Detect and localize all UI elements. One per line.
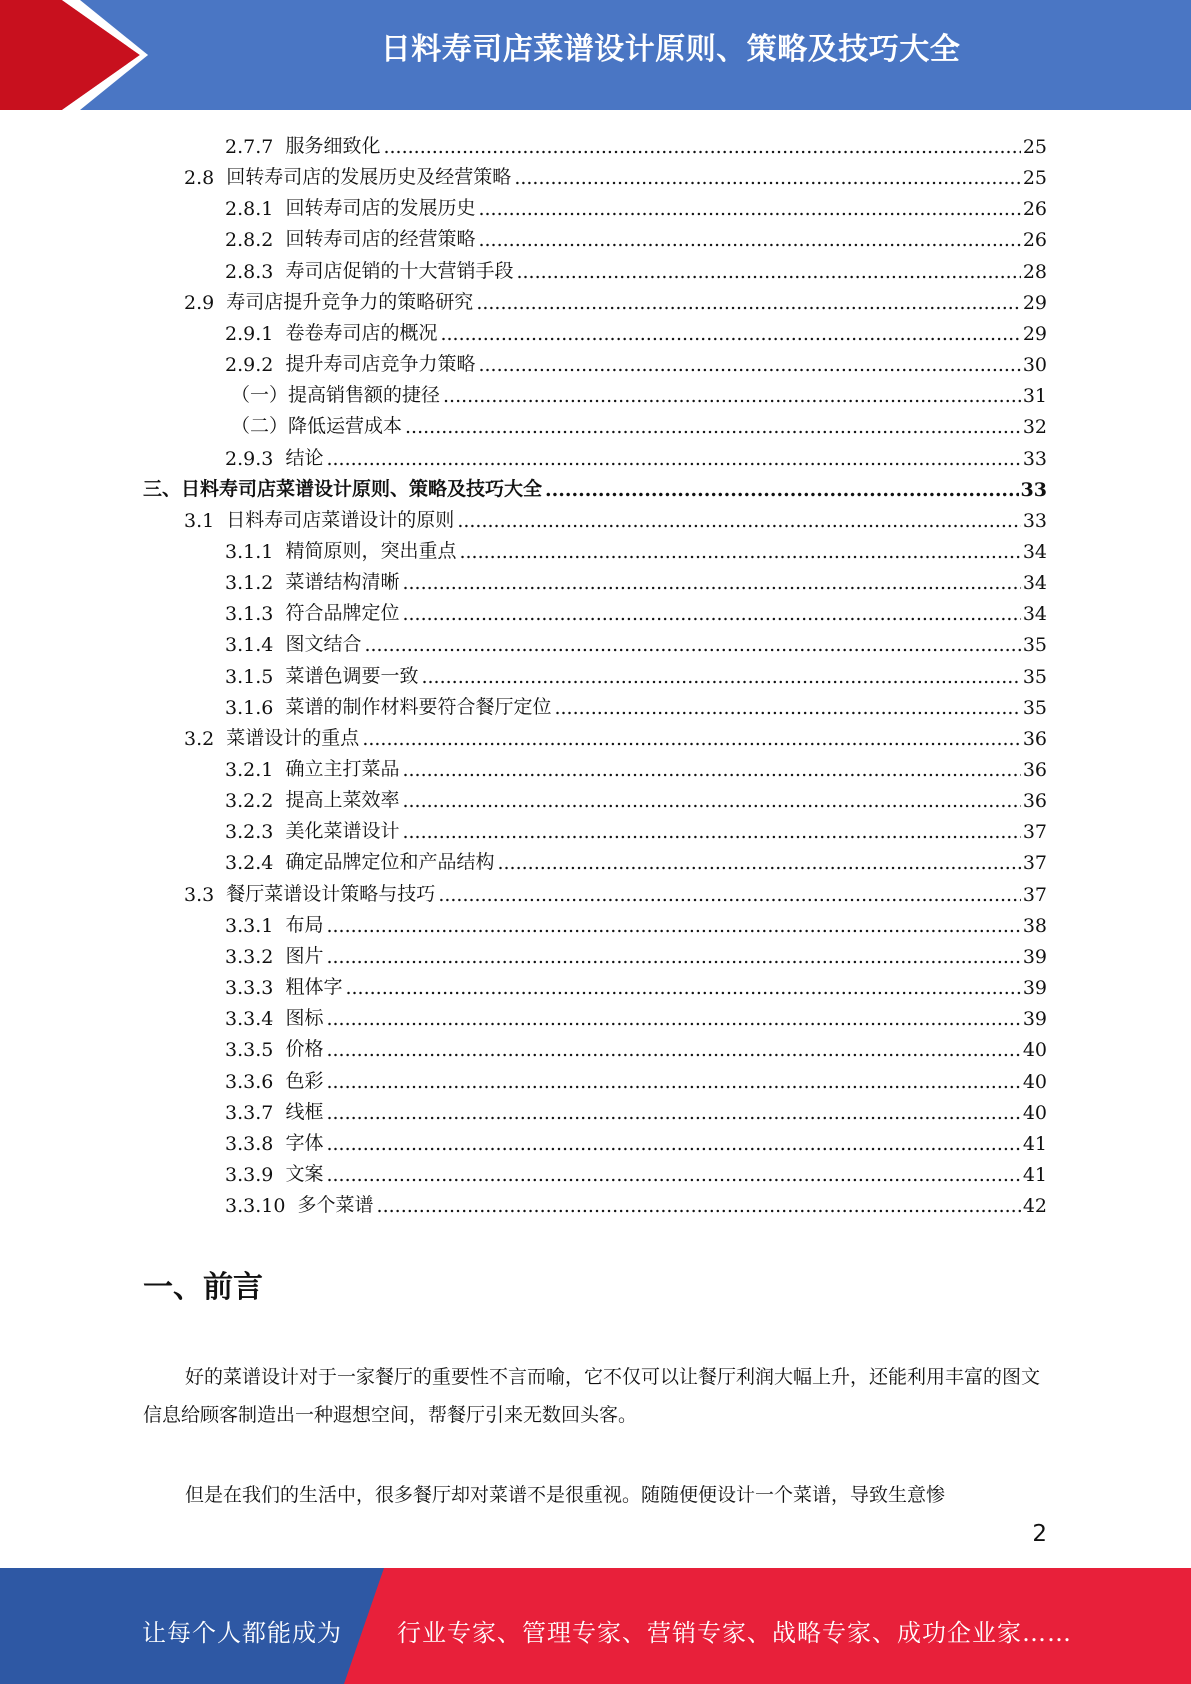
toc-entry-page: 40	[1022, 1039, 1047, 1062]
toc-entry[interactable]	[225, 906, 1047, 937]
toc-entry-title: 图文结合	[285, 633, 362, 656]
footer-slogan-right: 行业专家、管理专家、营销专家、战略专家、成功企业家……	[397, 1619, 1072, 1647]
toc-entry-number: 3.1.4	[225, 634, 286, 657]
toc-entry-page: 35	[1022, 665, 1047, 688]
toc-entry[interactable]	[225, 594, 1047, 625]
toc-dot-leader	[326, 1008, 1020, 1030]
toc-entry-title: 菜谱结构清晰	[285, 571, 400, 594]
toc-entry-title: 文案	[285, 1162, 324, 1185]
toc-entry-title: 色彩	[285, 1069, 324, 1092]
toc-dot-leader	[377, 1195, 1021, 1217]
toc-dot-leader	[440, 323, 1020, 345]
toc-entry[interactable]	[225, 688, 1047, 719]
toc-entry-page: 33	[1020, 478, 1047, 501]
toc-entry-title: 图标	[285, 1007, 324, 1030]
toc-entry-page: 40	[1022, 1070, 1047, 1093]
toc-entry-number: 3.1.1	[225, 540, 286, 563]
toc-entry-page: 25	[1022, 136, 1047, 158]
toc-entry-title: 确立主打菜品	[285, 758, 400, 780]
toc-dot-leader	[459, 541, 1020, 563]
page-header	[0, 0, 1191, 110]
toc-entry-title: 提升寿司店竞争力策略	[285, 353, 476, 376]
toc-entry-number: 2.9.1	[225, 322, 286, 345]
toc-dot-leader	[514, 167, 1021, 189]
toc-dot-leader	[326, 915, 1020, 937]
toc-entry-page: 35	[1022, 696, 1047, 719]
toc-dot-leader	[326, 1039, 1020, 1061]
toc-dot-leader	[545, 479, 1019, 501]
toc-dot-leader	[443, 385, 1021, 407]
toc-entry-title: 多个菜谱	[297, 1194, 374, 1217]
toc-entry-number: 3.1.3	[225, 603, 286, 626]
toc-dot-leader	[326, 1102, 1020, 1124]
toc-dot-leader	[478, 354, 1020, 376]
toc-entry-title: 日料寿司店菜谱设计的原则	[226, 508, 455, 531]
toc-entry-page: 33	[1022, 447, 1047, 470]
toc-entry-title: 菜谱设计的重点	[226, 726, 360, 749]
toc-dot-leader	[362, 728, 1021, 750]
toc-entry-number: 3.1.2	[225, 572, 286, 595]
toc-entry-page: 37	[1022, 821, 1047, 844]
toc-entry-number: 3.3.4	[225, 1008, 286, 1031]
section-heading: 一、前言	[143, 1270, 263, 1305]
toc-entry-title: 提高上菜效率	[285, 789, 400, 812]
toc-entry-number: 3.1.6	[225, 696, 286, 719]
toc-entry-page: 33	[1022, 509, 1047, 532]
toc-dot-leader	[326, 946, 1020, 968]
toc-entry[interactable]	[225, 1186, 1047, 1217]
toc-entry[interactable]	[225, 750, 1047, 781]
toc-dot-leader	[478, 229, 1020, 251]
toc-entry-number: 3.1	[184, 509, 227, 532]
toc-entry-number: 2.8.3	[225, 260, 286, 283]
toc-entry-number: 3.3.10	[225, 1195, 298, 1218]
toc-entry-title: 寿司店促销的十大营销手段	[285, 259, 514, 282]
toc-entry-title: 美化菜谱设计	[285, 820, 400, 843]
toc-entry[interactable]	[225, 252, 1047, 283]
toc-entry-number: 3.3.8	[225, 1132, 286, 1155]
toc-entry[interactable]	[225, 1030, 1047, 1061]
toc-entry[interactable]	[225, 563, 1047, 594]
toc-entry-title: 服务细致化	[285, 135, 381, 157]
toc-dot-leader	[326, 1071, 1020, 1093]
toc-entry-title: 菜谱的制作材料要符合餐厅定位	[285, 695, 552, 718]
toc-entry-title: 回转寿司店的经营策略	[285, 228, 476, 251]
toc-dot-leader	[402, 572, 1020, 594]
toc-entry-number: 3.3.5	[225, 1039, 286, 1062]
toc-dot-leader	[405, 416, 1021, 438]
page-footer	[0, 1568, 1191, 1684]
toc-entry[interactable]	[225, 968, 1047, 999]
toc-entry-page: 29	[1022, 322, 1047, 345]
toc-entry-title: 图片	[285, 944, 324, 967]
toc-dot-leader	[383, 136, 1020, 158]
toc-entry-page: 26	[1022, 229, 1047, 252]
toc-entry[interactable]	[225, 843, 1047, 874]
toc-dot-leader	[326, 1133, 1020, 1155]
paragraph: 好的菜谱设计对于一家餐厅的重要性不言而喻，它不仅可以让餐厅利润大幅上升，还能利用丰富的图文信息给顾客制造出一种遐想空间，帮餐厅引来无数回头客。	[143, 1366, 1041, 1426]
toc-entry[interactable]	[184, 283, 1047, 314]
toc-entry-number: 3.3.6	[225, 1070, 286, 1093]
toc-entry-title: 菜谱色调要一致	[285, 664, 419, 687]
toc-entry-number: 2.7.7	[225, 136, 286, 158]
toc-entry-number: 3.2.3	[225, 821, 286, 844]
toc-entry-page: 36	[1022, 727, 1047, 750]
toc-entry-page: 28	[1022, 260, 1047, 283]
toc-entry[interactable]	[225, 657, 1047, 688]
toc-entry-title: 结论	[285, 446, 324, 469]
toc-entry-number: 3.3.1	[225, 914, 286, 937]
toc-entry-title: 寿司店提升竞争力的策略研究	[226, 290, 474, 313]
toc-entry-title: 回转寿司店的发展历史及经营策略	[226, 166, 512, 189]
toc-entry-title: 粗体字	[285, 976, 343, 999]
toc-entry[interactable]	[184, 501, 1047, 532]
toc-dot-leader	[478, 198, 1020, 220]
toc-dot-leader	[421, 666, 1020, 688]
toc-entry-number: 3.3.3	[225, 977, 286, 1000]
toc-entry-page: 35	[1022, 634, 1047, 657]
toc-entry-title: 符合品牌定位	[285, 602, 400, 625]
toc-entry-title: 价格	[285, 1038, 324, 1061]
toc-dot-leader	[326, 448, 1020, 470]
toc-entry-number: 3.2.2	[225, 790, 286, 813]
toc-dot-leader	[326, 1164, 1020, 1186]
toc-entry[interactable]	[225, 127, 1047, 158]
footer-slogan-left: 让每个人都能成为	[142, 1619, 342, 1647]
toc-entry[interactable]	[225, 532, 1047, 563]
toc-entry-number: 2.8.2	[225, 229, 286, 252]
toc-dot-leader	[402, 821, 1020, 843]
toc-entry-title: 卷卷寿司店的概况	[285, 321, 438, 344]
toc-entry-number: 3.3.7	[225, 1101, 286, 1124]
toc-entry-number: 2.9.2	[225, 354, 286, 377]
toc-entry-page: 34	[1022, 572, 1047, 595]
toc-entry-number: 2.8	[184, 167, 227, 190]
toc-dot-leader	[476, 292, 1021, 314]
toc-entry-page: 25	[1022, 167, 1047, 190]
toc-dot-leader	[402, 603, 1020, 625]
toc-entry-title: 确定品牌定位和产品结构	[285, 851, 495, 874]
toc-entry-number: 3.2	[184, 727, 227, 750]
toc-entry-page: 32	[1022, 416, 1047, 439]
toc-dot-leader	[402, 790, 1020, 812]
toc-entry[interactable]	[225, 439, 1047, 470]
toc-entry-page: 41	[1022, 1163, 1047, 1186]
toc-entry-title: 餐厅菜谱设计策略与技巧	[226, 882, 436, 905]
toc-dot-leader	[497, 852, 1020, 874]
toc-entry-page: 39	[1022, 945, 1047, 968]
toc-entry-title: （一）提高销售额的捷径	[231, 384, 441, 407]
page-number: 2	[1032, 1521, 1047, 1547]
toc-entry[interactable]	[225, 937, 1047, 968]
toc-dot-leader	[554, 697, 1020, 719]
toc-entry-page: 40	[1022, 1101, 1047, 1124]
toc-dot-leader	[345, 977, 1020, 999]
toc-entry[interactable]	[231, 376, 1047, 407]
toc-entry-title: 字体	[285, 1131, 324, 1154]
toc-entry-page: 42	[1022, 1195, 1047, 1218]
toc-entry[interactable]	[225, 999, 1047, 1030]
toc-entry[interactable]	[225, 314, 1047, 345]
toc-entry-page: 38	[1022, 914, 1047, 937]
toc-dot-leader	[516, 261, 1020, 283]
toc-entry-page: 26	[1022, 198, 1047, 221]
toc-entry-page: 30	[1022, 354, 1047, 377]
toc-entry[interactable]	[143, 470, 1047, 501]
toc-dot-leader	[438, 884, 1021, 906]
toc-entry-number: 3.3	[184, 883, 227, 906]
toc-entry-page: 37	[1022, 852, 1047, 875]
toc-dot-leader	[457, 510, 1021, 532]
toc-entry-number: 2.9	[184, 291, 227, 314]
toc-entry-title: （二）降低运营成本	[231, 415, 403, 438]
toc-entry-title: 精简原则，突出重点	[285, 539, 457, 562]
toc-entry[interactable]	[184, 158, 1047, 189]
toc-entry-title: 线框	[285, 1100, 324, 1123]
toc-entry-number: 2.9.3	[225, 447, 286, 470]
toc-dot-leader	[402, 759, 1020, 781]
toc-entry[interactable]	[225, 1062, 1047, 1093]
toc-entry-page: 36	[1022, 790, 1047, 813]
toc-entry[interactable]	[231, 407, 1047, 438]
document-title: 日料寿司店菜谱设计原则、策略及技巧大全	[380, 32, 961, 67]
toc-entry[interactable]	[225, 345, 1047, 376]
toc-entry-number: 3.3.9	[225, 1163, 286, 1186]
toc-entry-title: 回转寿司店的发展历史	[285, 197, 476, 220]
toc-entry-number: 2.8.1	[225, 198, 286, 221]
paragraph: 但是在我们的生活中，很多餐厅却对菜谱不是很重视。随随便便设计一个菜谱，导致生意惨	[185, 1484, 946, 1506]
toc-entry-page: 31	[1022, 385, 1047, 408]
toc-entry-number: 3.1.5	[225, 665, 286, 688]
toc-entry-title: 布局	[285, 913, 324, 936]
toc-entry-number: 3.2.1	[225, 759, 286, 781]
toc-entry-title: 三、日料寿司店菜谱设计原则、策略及技巧大全	[143, 477, 543, 500]
toc-entry[interactable]	[225, 1124, 1047, 1155]
toc-dot-leader	[364, 634, 1020, 656]
toc-entry[interactable]	[225, 625, 1047, 656]
toc-entry-number: 3.3.2	[225, 945, 286, 968]
toc-entry-page: 29	[1022, 291, 1047, 314]
toc-entry-page: 39	[1022, 1008, 1047, 1031]
toc-entry[interactable]	[225, 1155, 1047, 1186]
toc-entry[interactable]	[225, 189, 1047, 220]
toc-entry-page: 41	[1022, 1132, 1047, 1155]
toc-entry-page: 37	[1022, 883, 1047, 906]
toc-entry-page: 36	[1022, 759, 1047, 781]
toc-entry-page: 34	[1022, 540, 1047, 563]
toc-entry-page: 34	[1022, 603, 1047, 626]
toc-entry-number: 3.2.4	[225, 852, 286, 875]
toc-entry[interactable]	[184, 875, 1047, 906]
toc-entry[interactable]	[225, 781, 1047, 812]
toc-entry[interactable]	[225, 812, 1047, 843]
toc-entry-page: 39	[1022, 977, 1047, 1000]
toc-entry[interactable]	[184, 719, 1047, 750]
toc-entry[interactable]	[225, 1093, 1047, 1124]
toc-entry[interactable]	[225, 220, 1047, 251]
